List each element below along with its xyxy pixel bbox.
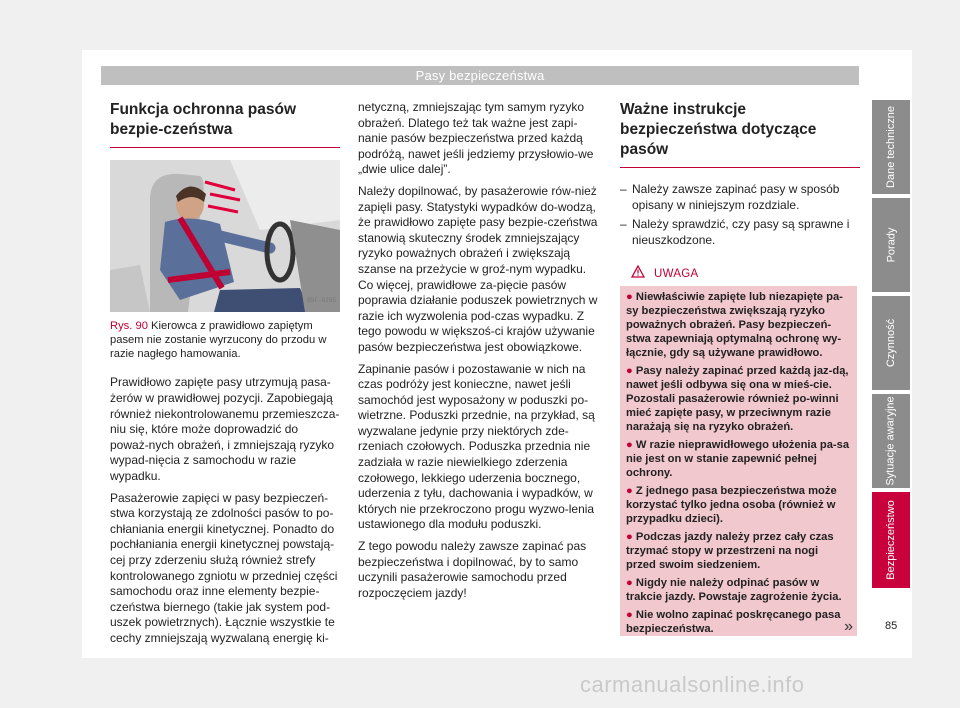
paragraph: Z tego powodu należy zawsze zapinać pas bezpieczeństwa i dopilnować, by to samo uczynili pasażerowie samochodu przed rozpoczęciem jazdy! [358, 539, 587, 600]
tab-porady[interactable]: Porady [872, 198, 910, 292]
tab-bezpieczenstwo[interactable]: Bezpieczeństwo [872, 492, 910, 588]
left-body [110, 375, 340, 646]
caption-text: Kierowca z prawidłowo zapiętym pasem nie zostanie wyrzucony do przodu w razie nagłego hamowania. [110, 320, 327, 360]
bullet-icon: ● [626, 609, 633, 622]
bullet-icon: ● [626, 439, 633, 452]
warning-body [620, 286, 857, 636]
bullet-icon: ● [626, 531, 633, 544]
paragraph: Zapinanie pasów i pozostawanie w nich na czas podróży jest konieczne, nawet jeśli samochód jest wyposażony w poduszki po-wietrzne. Poduszki przednie, na przykład, są wyzwalane jedynie przy niektórych zde-rzeniach czołowych. Poduszka przednia nie zadziała w razie niewielkiego zderzenia czołowego, lekkiego uderzenia bocznego, uderzenia z tyłu, dachowania i wypadków, w których nie przekroczono progu wyzwo-lenia ustawionego dla modułu poduszki. [358, 361, 595, 532]
figure-driver-seatbelt [110, 160, 340, 312]
list-item [620, 217, 860, 248]
tab-sytuacje-awaryjne[interactable]: Sytuacje awaryjne [872, 394, 910, 488]
list-item-text: Należy sprawdzić, czy pasy są sprawne i nieuszkodzone. [632, 217, 850, 247]
bullet-icon: ● [626, 365, 633, 378]
figure-code: B5F-0295 [307, 297, 336, 305]
warning-item: ● Nigdy nie należy odpinać pasów w trakcie jazdy. Powstaje zagrożenie życia. [626, 577, 842, 604]
right-column [620, 100, 860, 636]
dash-marker: – [620, 182, 627, 196]
warning-item: ● Niewłaściwie zapięte lub niezapięte pa-sy bezpieczeństwa zwiększają ryzyko poważnych obrażeń. Pasy bezpieczeń-stwa zapewniają optymalną ochronę wy-łącznie, gdy są używane prawidłowo. [626, 291, 843, 360]
instruction-list [620, 182, 860, 248]
warning-header [620, 262, 857, 286]
warning-triangle-icon [631, 265, 645, 284]
tab-czynnosc[interactable]: Czynność [872, 296, 910, 390]
paragraph: Prawidłowo zapięte pasy utrzymują pasa-żerów w prawidłowej pozycji. Zapobiegają również niekontrolowanemu przemieszcza-niu się, które może doprowadzić do poważ-nych obrażeń, i zmniejszają ryzyko wypad-nięcia z samochodu w razie wypadku. [110, 375, 340, 483]
figure-caption [110, 320, 340, 361]
list-item [620, 182, 860, 213]
paragraph: Pasażerowie zapięci w pasy bezpieczeń-stwa korzystają ze zdolności pasów to po-chłaniania energii kinetycznej. Ponadto do pochłaniania energii kinetycznej powstają-cej przy zderzeniu służą również strefy kontrolowanego zgniotu w przedniej części samochodu oraz inne elementy bezpie-czeństwa biernego (takie jak system pod-uszek powietrznych). Łącznie wszystkie te cechy zmniejszają wyzwalaną energię ki- [110, 490, 338, 645]
warning-box [620, 262, 857, 636]
middle-column [358, 100, 600, 607]
caption-label: Rys. 90 [110, 320, 148, 332]
heading-rule [620, 167, 860, 168]
heading-rule [110, 147, 340, 148]
warning-item: ● Podczas jazdy należy przez cały czas trzymać stopy w przestrzeni na nogi przed swoim siedzeniem. [626, 531, 834, 572]
paragraph: netyczną, zmniejszając tym samym ryzyko obrażeń. Dlatego też tak ważne jest zapi-nanie pasów bezpieczeństwa przed każdą podróżą, nawet jeśli jedziemy przysłowio-we „dwie ulice dalej”. [358, 100, 594, 177]
tab-dane-techniczne[interactable]: Dane techniczne [872, 100, 910, 194]
bullet-icon: ● [626, 291, 633, 304]
section-heading-protection: Funkcja ochronna pasów bezpie-czeństwa [110, 101, 297, 138]
dash-marker: – [620, 217, 627, 232]
warning-item: ● W razie nieprawidłowego ułożenia pa-sa nie jest on w stanie zapewnić pełnej ochrony. [626, 439, 850, 480]
driver-illustration [110, 160, 340, 312]
section-heading-instructions: Ważne instrukcje bezpieczeństwa dotyczące pasów [620, 101, 817, 158]
warning-item: ● Nie wolno zapinać poskręcanego pasa bezpieczeństwa. [626, 609, 841, 636]
left-column [110, 100, 340, 652]
page-number: 85 [885, 620, 898, 632]
warning-title: UWAGA [654, 267, 699, 280]
bullet-icon: ● [626, 577, 633, 590]
continue-arrow-icon[interactable]: » [844, 617, 853, 635]
warning-item: ● Z jednego pasa bezpieczeństwa może korzystać tylko jedna osoba (również w przypadku dzieci). [626, 485, 837, 526]
list-item-text: Należy zawsze zapinać pasy w sposób opisany w niniejszym rozdziale. [632, 182, 840, 212]
watermark: carmanualsonline.info [580, 672, 805, 697]
paragraph: Należy dopilnować, by pasażerowie rów-nież zapięli pasy. Statystyki wypadków do-wodzą, że prawidłowo zapięte pasy bezpie-czeństwa stanowią skuteczny środek zmniejszający ryzyko poważnych obrażeń i zwiększają szanse na przeżycie w groź-nym wypadku. Co więcej, prawidłowe za-pięcie pasów poprawia działanie poduszek powietrznych w razie ich wyzwolenia pod-czas wypadku. Z tego powodu w większoś-ci krajów używanie pasów bezpieczeństwa jest obowiązkowe. [358, 183, 598, 354]
bullet-icon: ● [626, 485, 633, 498]
page-header: Pasy bezpieczeństwa [101, 66, 859, 85]
warning-item: ● Pasy należy zapinać przed każdą jaz-dą, nawet jeśli odbywa się ona w mieś-cie. Pozostali pasażerowie również po-winni mieć zapięte pasy, w przeciwnym razie narażają się na ryzyko obrażeń. [626, 365, 849, 434]
